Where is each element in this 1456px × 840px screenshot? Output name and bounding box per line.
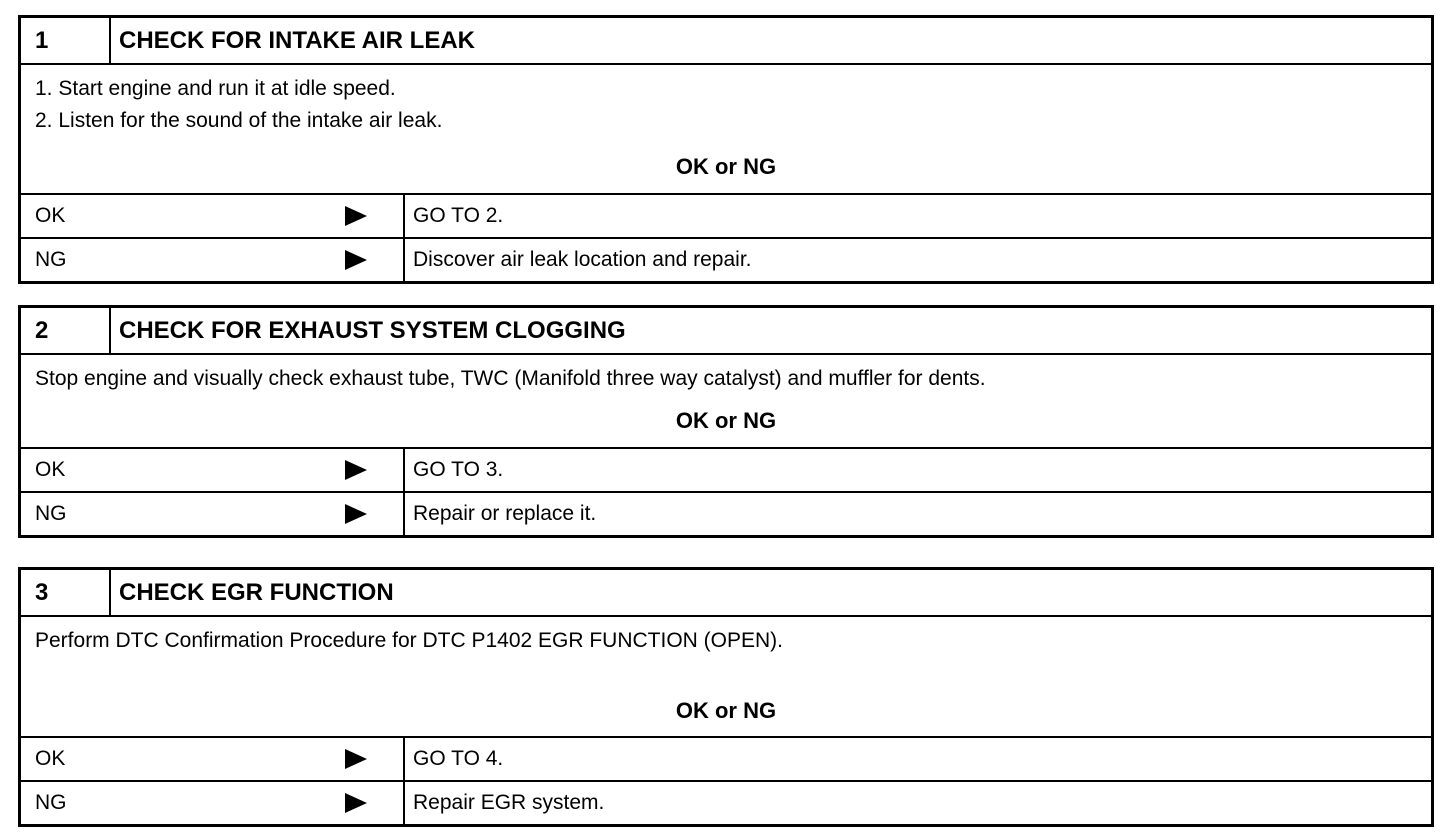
step-title: CHECK FOR INTAKE AIR LEAK	[119, 26, 475, 54]
result-label: OK	[35, 204, 66, 227]
step-1-table	[18, 15, 1434, 284]
step-header	[21, 18, 1431, 65]
result-action: GO TO 3.	[413, 458, 504, 481]
instruction-line: 2. Listen for the sound of the intake air leak.	[35, 109, 443, 132]
step-title: CHECK FOR EXHAUST SYSTEM CLOGGING	[119, 316, 626, 344]
step-instructions	[21, 65, 1431, 193]
result-row-ok	[21, 447, 1431, 491]
step-instructions	[21, 617, 1431, 736]
step-number: 1	[21, 18, 111, 63]
result-label: OK	[35, 458, 66, 481]
ok-ng-label: OK or NG	[675, 154, 777, 179]
step-header	[21, 570, 1431, 617]
right-triangle-arrow-icon	[345, 250, 367, 270]
result-action: GO TO 2.	[413, 204, 504, 227]
step-header	[21, 308, 1431, 355]
step-instructions	[21, 355, 1431, 447]
result-action: GO TO 4.	[413, 747, 504, 770]
step-number: 3	[21, 570, 111, 615]
result-label: OK	[35, 747, 66, 770]
result-row-ng	[21, 780, 1431, 824]
result-label: NG	[35, 248, 67, 271]
result-action: Repair EGR system.	[413, 791, 605, 814]
ok-ng-label: OK or NG	[675, 408, 777, 433]
right-triangle-arrow-icon	[345, 504, 367, 524]
result-label: NG	[35, 791, 67, 814]
result-label: NG	[35, 502, 67, 525]
right-triangle-arrow-icon	[345, 206, 367, 226]
result-action: Repair or replace it.	[413, 502, 597, 525]
result-action: Discover air leak location and repair.	[413, 248, 752, 271]
result-row-ng	[21, 491, 1431, 535]
result-row-ok	[21, 736, 1431, 780]
instruction-line: Perform DTC Confirmation Procedure for DTC P1402 EGR FUNCTION (OPEN).	[35, 629, 784, 652]
right-triangle-arrow-icon	[345, 749, 367, 769]
result-row-ng	[21, 237, 1431, 281]
step-title: CHECK EGR FUNCTION	[119, 578, 394, 606]
result-row-ok	[21, 193, 1431, 237]
instruction-line: Stop engine and visually check exhaust tube, TWC (Manifold three way catalyst) and muffler for dents.	[35, 367, 986, 390]
step-3-table	[18, 567, 1434, 827]
ok-ng-label: OK or NG	[675, 698, 777, 723]
right-triangle-arrow-icon	[345, 460, 367, 480]
step-number: 2	[21, 308, 111, 353]
right-triangle-arrow-icon	[345, 793, 367, 813]
step-2-table	[18, 305, 1434, 538]
instruction-line: 1. Start engine and run it at idle speed.	[35, 77, 396, 100]
